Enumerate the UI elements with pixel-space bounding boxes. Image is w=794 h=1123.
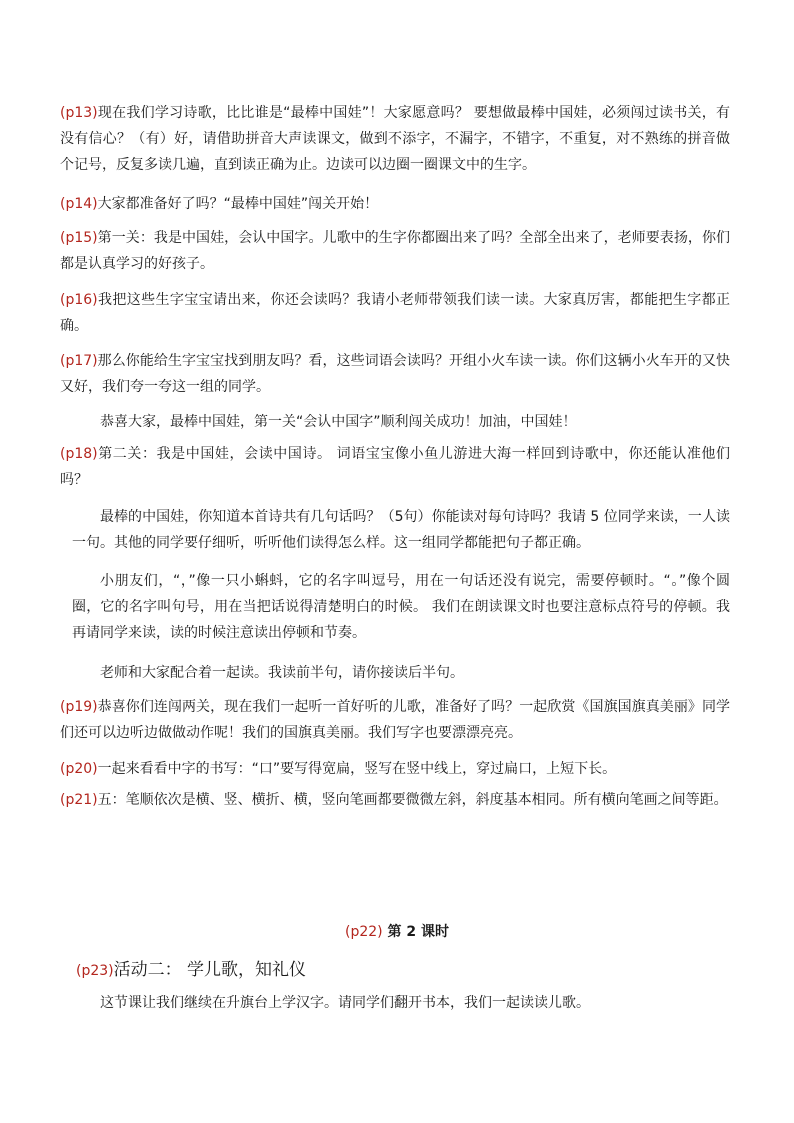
paragraph-p14 bbox=[60, 191, 730, 217]
page-tag: (p20) bbox=[60, 761, 98, 777]
activity-heading bbox=[76, 956, 730, 985]
paragraph-congrats bbox=[72, 409, 730, 435]
paragraph-text: 我把这些生字宝宝请出来，你还会读吗？我请小老师带领我们读一读。大家真厉害，都能把生字都正确。 bbox=[60, 292, 730, 334]
page-tag: (p14) bbox=[60, 196, 98, 212]
paragraph-p21 bbox=[60, 787, 730, 813]
paragraph-text: 恭喜大家，最棒中国娃，第一关“会认中国字”顺利闯关成功！加油，中国娃！ bbox=[100, 414, 577, 430]
page-tag: (p13) bbox=[60, 105, 98, 121]
activity-heading-text: 活动二： 学儿歌，知礼仪 bbox=[113, 960, 307, 980]
paragraph-intro bbox=[72, 990, 730, 1016]
page-tag: (p15) bbox=[60, 230, 98, 246]
paragraph-text: 最棒的中国娃，你知道本首诗共有几句话吗？（5句）你能读对每句诗吗？我请 5 位同学来读，一人读一句。其他的同学要仔细听，听听他们读得怎么样。这一组同学都能把句子都正确。 bbox=[72, 509, 730, 551]
paragraph-p19 bbox=[60, 694, 730, 746]
page-tag: (p16) bbox=[60, 292, 98, 308]
paragraph-p15 bbox=[60, 225, 730, 277]
paragraph-p20 bbox=[60, 756, 730, 782]
paragraph-text: 这节课让我们继续在升旗台上学汉字。请同学们翻开书本，我们一起读读儿歌。 bbox=[100, 995, 590, 1011]
paragraph-text: 那么你能给生字宝宝找到朋友吗？看，这些词语会读吗？开组小火车读一读。你们这辆小火车开的又快又好，我们夸一夸这一组的同学。 bbox=[60, 353, 730, 395]
paragraph-p16 bbox=[60, 287, 730, 339]
paragraph-text: 小朋友们，“，”像一只小蝌蚪，它的名字叫逗号，用在一句话还没有说完，需要停顿时。“。”像个圆圈，它的名字叫句号，用在当把话说得清楚明白的时候。 我们在朗读课文时也要注意标点符号的停顿。我再请同学来读，读的时候注意读出停顿和节奏。 bbox=[72, 573, 730, 641]
page-tag: (p18) bbox=[60, 446, 98, 462]
paragraph-text: 老师和大家配合着一起读。我读前半句，请你接读后半句。 bbox=[100, 665, 464, 681]
paragraph-p18 bbox=[60, 441, 730, 493]
paragraph-text: 大家都准备好了吗？“最棒中国娃”闯关开始！ bbox=[97, 196, 379, 212]
paragraph-text: 恭喜你们连闯两关，现在我们一起听一首好听的儿歌，准备好了吗？一起欣赏《国旗国旗真美丽》同学们还可以边听边做做动作呢！我们的国旗真美丽。我们写字也要漂漂亮亮。 bbox=[60, 699, 730, 741]
paragraph-text: 现在我们学习诗歌，比比谁是“最棒中国娃”！大家愿意吗？ 要想做最棒中国娃，必须闯过读书关，有没有信心？（有）好，请借助拼音大声读课文，做到不添字，不漏字，不错字，不重复，对不熟练的拼音做个记号，反复多读几遍，直到读正确为止。边读可以边圈一圈课文中的生字。 bbox=[60, 105, 730, 173]
paragraph-sentences bbox=[72, 504, 730, 556]
page-tag: (p21) bbox=[60, 792, 98, 808]
paragraph-p17 bbox=[60, 348, 730, 400]
page-tag: (p17) bbox=[60, 353, 98, 369]
lesson-heading bbox=[0, 919, 794, 945]
paragraph-read-together bbox=[72, 660, 730, 686]
lesson-heading-text: 第 2 课时 bbox=[387, 924, 449, 940]
page-tag: (p19) bbox=[60, 699, 98, 715]
paragraph-punctuation bbox=[72, 568, 730, 646]
paragraph-text: 一起来看看中字的书写：“口”要写得宽扁，竖写在竖中线上，穿过扁口，上短下长。 bbox=[97, 761, 617, 777]
page-tag: (p23) bbox=[76, 963, 114, 979]
page-tag: (p22) bbox=[345, 924, 383, 940]
paragraph-text: 第二关：我是中国娃，会读中国诗。 词语宝宝像小鱼儿游进大海一样回到诗歌中，你还能认准他们吗？ bbox=[60, 446, 730, 488]
paragraph-p13 bbox=[60, 100, 730, 178]
paragraph-text: 第一关：我是中国娃，会认中国字。儿歌中的生字你都圈出来了吗？全部全出来了，老师要表扬，你们都是认真学习的好孩子。 bbox=[60, 230, 730, 272]
paragraph-text: 五：笔顺依次是横、竖、横折、横，竖向笔画都要微微左斜，斜度基本相同。所有横向笔画之间等距。 bbox=[97, 792, 728, 808]
